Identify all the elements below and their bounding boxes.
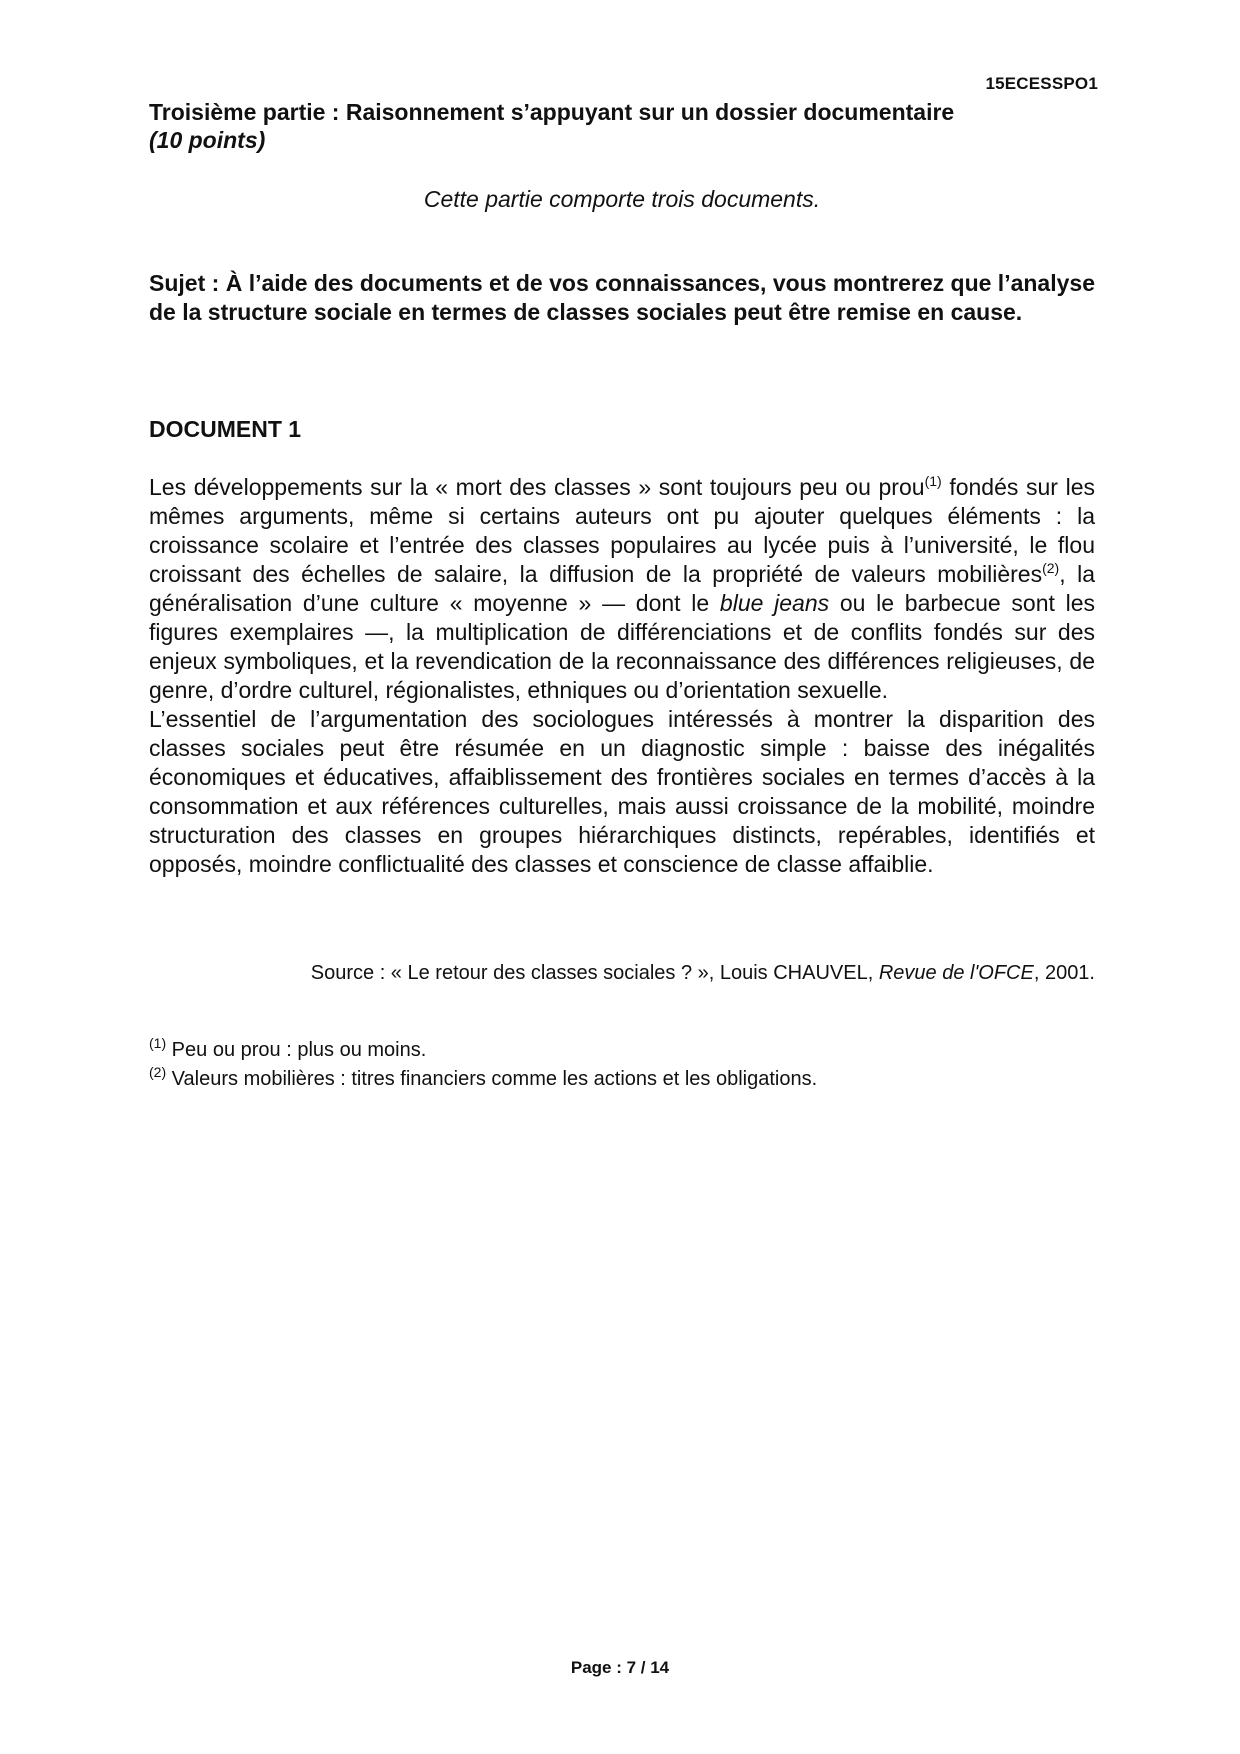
footnote-2-mark: (2) bbox=[149, 1064, 167, 1080]
part-title bbox=[149, 98, 1099, 154]
page-number: Page : 7 / 14 bbox=[570, 1658, 670, 1677]
document-paragraph-2: L’essentiel de l’argumentation des sociologues intéressés à montrer la disparition des classes sociales peut être résumée en un diagnostic simple : baisse des inégalités économiques et éducatives, affaiblissement des frontières sociales en termes d’accès à la consommation et aux références culturelles, mais aussi croissance de la mobilité, moindre structuration des classes en groupes hiérarchiques distincts, repérables, identifiés et opposés, moindre conflictualité des classes et conscience de classe affaiblie. bbox=[149, 706, 1095, 877]
source-prefix: Source : « Le retour des classes sociales ? », Louis CHAUVEL, bbox=[310, 962, 879, 984]
paragraph-1-part-2: fondés sur les mêmes arguments, même si certains auteurs ont pu ajouter quelques éléments : la croissance scolaire et l’entrée des classes populaires au lycée puis à l’université, le flou croissant des échelles de salaire, la diffusion de la propriété de valeurs mobilières bbox=[149, 474, 1095, 587]
footnote-1 bbox=[149, 1036, 1095, 1065]
footnote-2-text: Valeurs mobilières : titres financiers comme les actions et les obligations. bbox=[166, 1068, 818, 1090]
footnote-2 bbox=[149, 1065, 1095, 1094]
footnote-1-text: Peu ou prou : plus ou moins. bbox=[166, 1039, 427, 1061]
part-intro: Cette partie comporte trois documents. bbox=[423, 186, 821, 212]
footnotes bbox=[149, 1036, 1095, 1094]
subject: Sujet : À l’aide des documents et de vos connaissances, vous montrerez que l’analyse de la structure sociale en termes de classes sociales peut être remise en cause. bbox=[149, 270, 1095, 325]
part-points: (10 points) bbox=[149, 127, 266, 153]
source-suffix: , 2001. bbox=[1033, 962, 1095, 984]
paragraph-1-italic: blue jeans bbox=[719, 590, 830, 616]
part-title-text: Troisième partie : Raisonnement s’appuyant sur un dossier documentaire bbox=[149, 99, 955, 125]
paragraph-1-part-4: ou le barbecue sont les figures exemplaires —, la multiplication de différenciations et de conflits fondés sur des enjeux symboliques, et la revendication de la reconnaissance des différences religieuses, de genre, d’ordre culturel, régionalistes, ethniques ou d’orientation sexuelle. bbox=[149, 590, 1096, 703]
document-heading: DOCUMENT 1 bbox=[149, 416, 302, 442]
source-journal: Revue de l'OFCE bbox=[878, 962, 1034, 984]
source-citation bbox=[311, 962, 1095, 985]
paragraph-1-part-1: Les développements sur la « mort des classes » sont toujours peu ou prou bbox=[149, 474, 925, 500]
footnote-1-mark: (1) bbox=[149, 1035, 167, 1051]
document-paragraph-1 bbox=[149, 473, 1095, 705]
footnote-ref-1: (1) bbox=[924, 473, 942, 489]
document-code: 15ECESSPO1 bbox=[985, 74, 1098, 93]
paragraph-1-part-3: , la généralisation d’une culture « moyenne » — dont le bbox=[149, 561, 1095, 616]
document-body bbox=[149, 473, 1095, 879]
footnote-ref-2: (2) bbox=[1042, 560, 1060, 576]
